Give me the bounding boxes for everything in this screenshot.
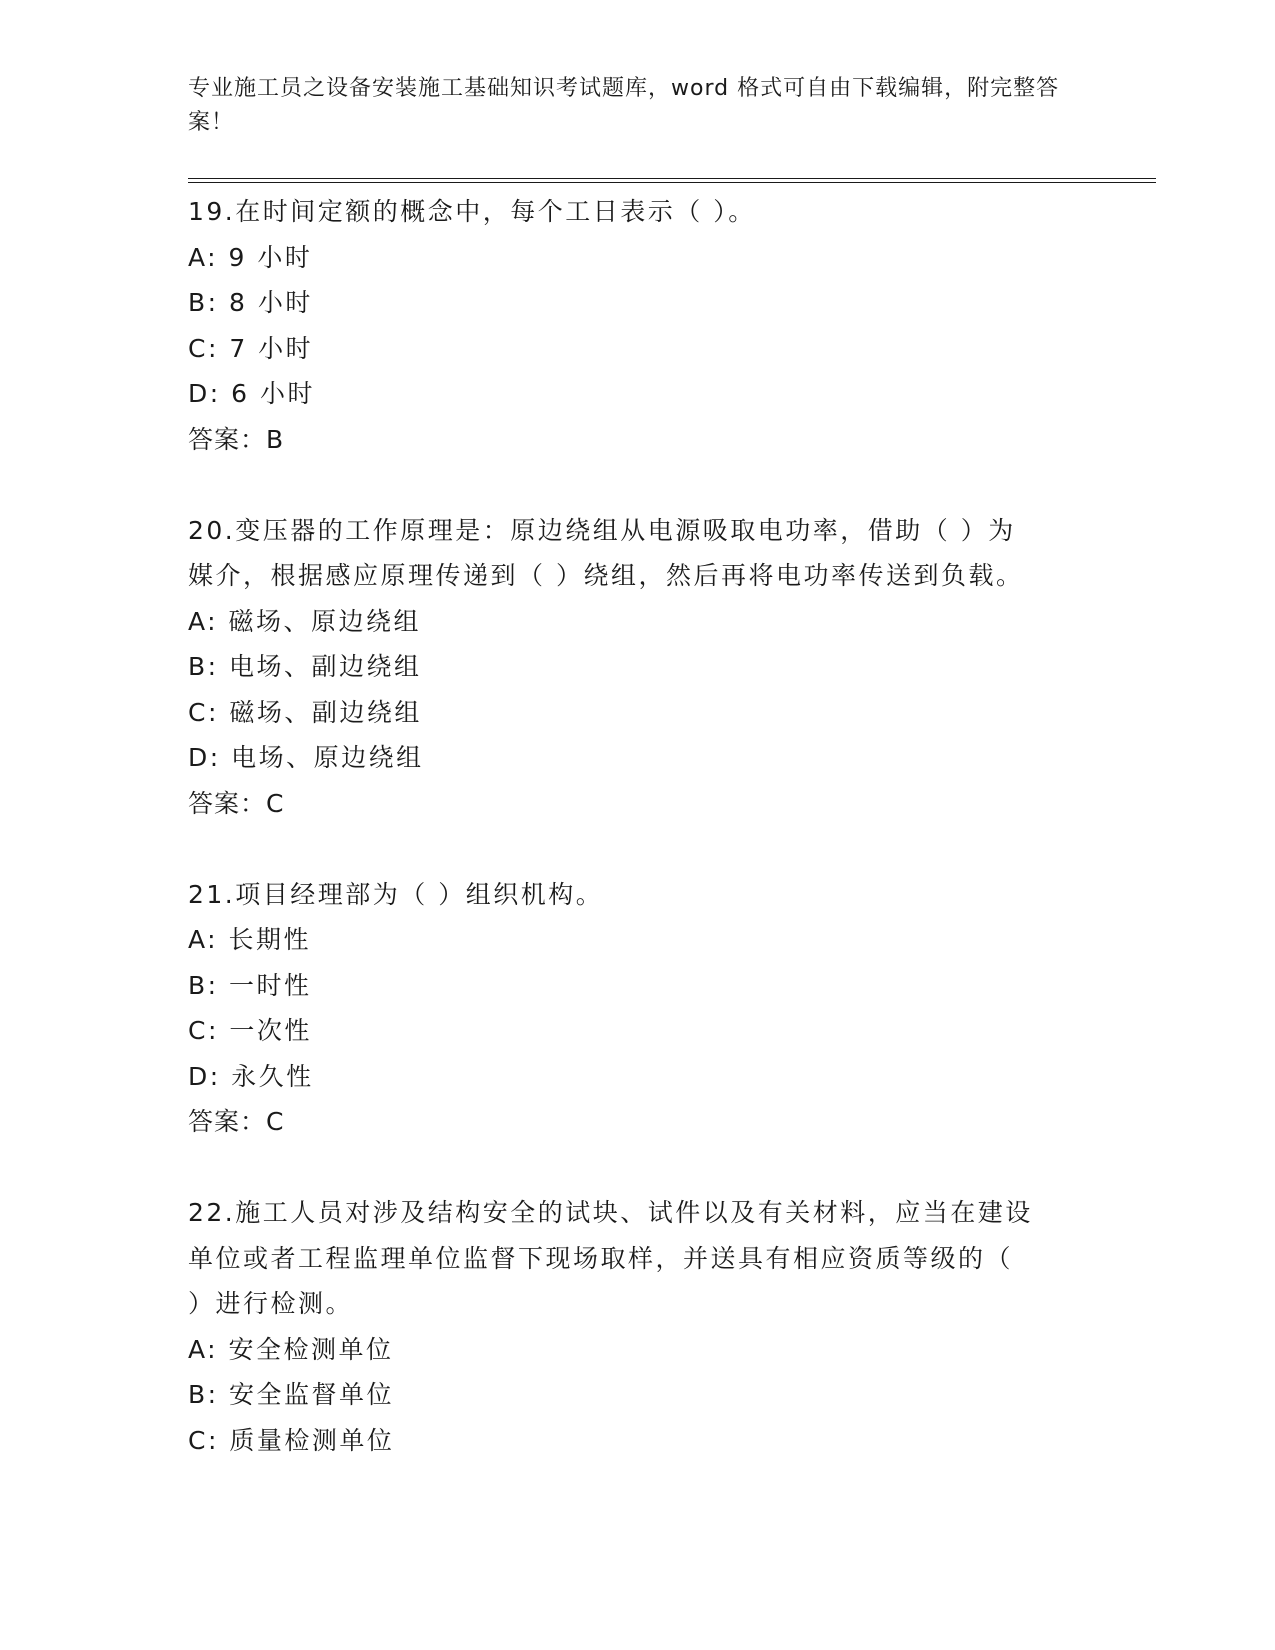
question-stem-line: 19.在时间定额的概念中，每个工日表示（ ）。 xyxy=(188,197,756,226)
option-d: D: 6 小时 xyxy=(188,379,315,408)
answer: 答案：B xyxy=(188,424,285,454)
option-a: A: 磁场、原边绕组 xyxy=(188,606,422,636)
question-stem-line: 单位或者工程监理单位监督下现场取样，并送具有相应资质等级的（ xyxy=(188,1243,1014,1273)
option-a: A: 长期性 xyxy=(188,925,312,954)
option-c: C: 磁场、副边绕组 xyxy=(188,697,422,727)
option-b: B: 电场、副边绕组 xyxy=(188,652,422,681)
question-block xyxy=(188,508,1088,827)
document-header: 专业施工员之设备安装施工基础知识考试题库，word 格式可自由下载编辑，附完整答案！ xyxy=(188,76,1060,135)
option-b: B: 安全监督单位 xyxy=(188,1380,395,1409)
option-c: C: 质量检测单位 xyxy=(188,1425,395,1455)
question-stem xyxy=(188,508,1088,599)
question-block xyxy=(188,189,1088,462)
option-c: C: 一次性 xyxy=(188,1016,312,1045)
question-stem-line: 22.施工人员对涉及结构安全的试块、试件以及有关材料，应当在建设 xyxy=(188,1198,1033,1227)
header-divider-bottom xyxy=(188,182,1156,183)
option-b: B: 8 小时 xyxy=(188,288,313,317)
question-stem xyxy=(188,1190,1088,1327)
question-list xyxy=(188,189,1088,1509)
question-stem-line: 21.项目经理部为（ ）组织机构。 xyxy=(188,879,604,909)
question-stem-line: 20.变压器的工作原理是：原边绕组从电源吸取电功率，借助（ ）为 xyxy=(188,515,1016,545)
option-d: D: 永久性 xyxy=(188,1061,314,1091)
answer: 答案：C xyxy=(188,1107,285,1136)
question-stem-line: ）进行检测。 xyxy=(188,1289,354,1318)
question-block xyxy=(188,872,1088,1145)
option-b: B: 一时性 xyxy=(188,970,312,1000)
question-stem-line: 媒介，根据感应原理传递到（ ）绕组，然后再将电功率传送到负载。 xyxy=(188,561,1024,590)
option-a: A: 9 小时 xyxy=(188,242,313,272)
answer: 答案：C xyxy=(188,788,285,818)
question-stem xyxy=(188,872,1088,918)
header-divider-top xyxy=(188,178,1156,179)
option-a: A: 安全检测单位 xyxy=(188,1334,394,1364)
option-c: C: 7 小时 xyxy=(188,333,314,363)
question-block xyxy=(188,1190,1088,1463)
option-d: D: 电场、原边绕组 xyxy=(188,743,424,772)
question-stem xyxy=(188,189,1088,235)
